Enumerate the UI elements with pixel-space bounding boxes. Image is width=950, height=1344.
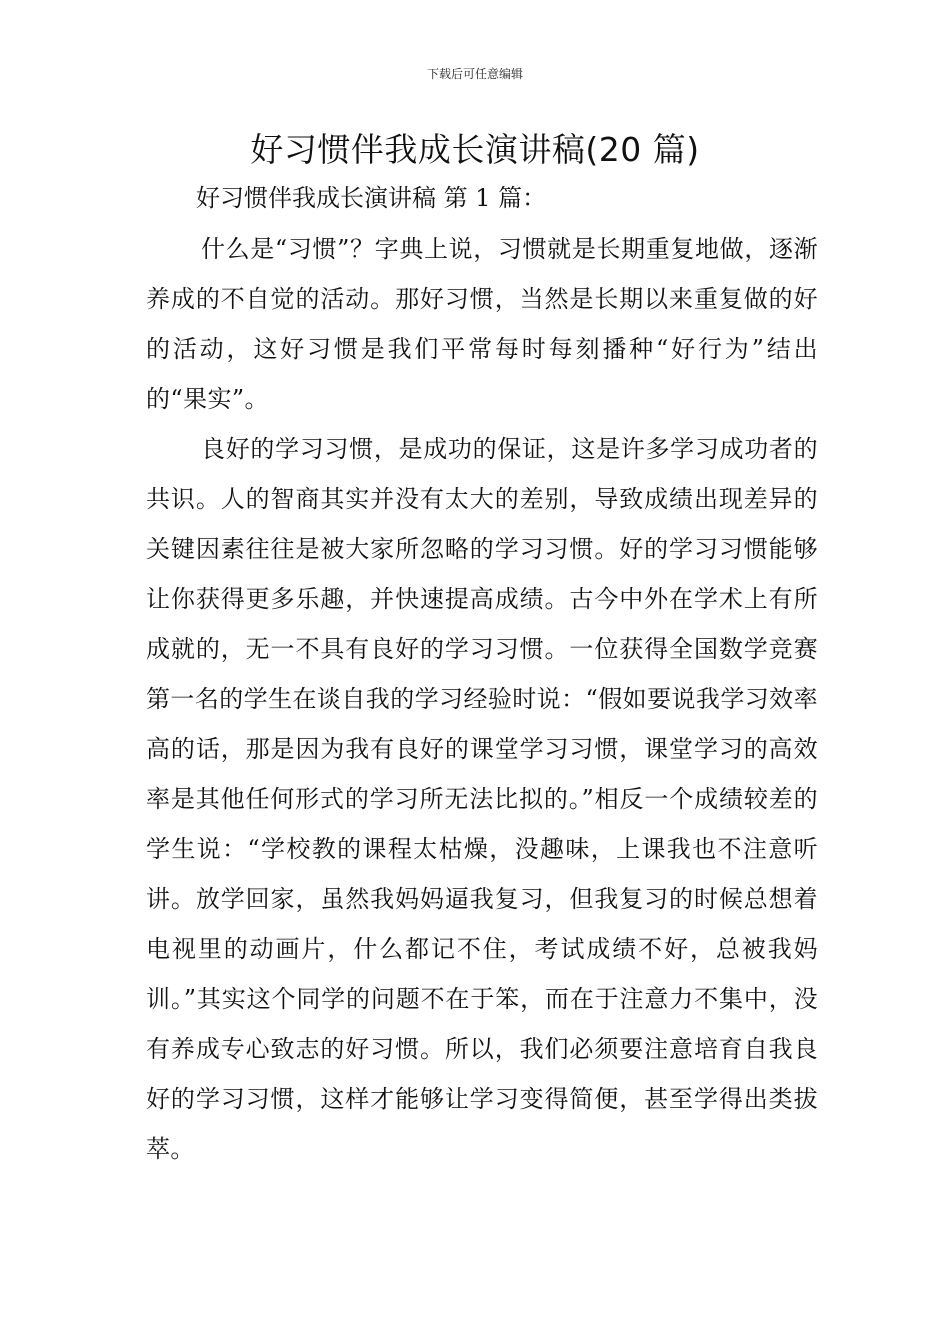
document-subtitle: 好习惯伴我成长演讲稿 第 1 篇： <box>196 184 547 212</box>
paragraph: 良好的学习习惯，是成功的保证，这是许多学习成功者的共识。人的智商其实并没有太大的差别，导致成绩出现差异的关键因素往往是被大家所忽略的学习习惯。好的学习习惯能够让你获得更多乐趣，并快速提高成绩。古今中外在学术上有所成就的，无一不具有良好的学习习惯。一位获得全国数学竞赛第一名的学生在谈自我的学习经验时说：“假如要说我学习效率高的话，那是因为我有良好的课堂学习习惯，课堂学习的高效率是其他任何形式的学习所无法比拟的。”相反一个成绩较差的学生说：“学校教的课程太枯燥，没趣味，上课我也不注意听讲。放学回家，虽然我妈妈逼我复习，但我复习的时候总想着电视里的动画片，什么都记不住，考试成绩不好，总被我妈训。”其实这个同学的问题不在于笨，而在于注意力不集中，没有养成专心致志的好习惯。所以，我们必须要注意培育自我良好的学习习惯，这样才能够让学习变得简便，甚至学得出类拔萃。 <box>146 435 818 1163</box>
document-title: 好习惯伴我成长演讲稿(20 篇) <box>250 130 700 169</box>
document-body <box>146 224 818 1174</box>
header-note: 下载后可任意编辑 <box>426 67 523 81</box>
paragraph: 什么是“习惯”？字典上说，习惯就是长期重复地做，逐渐养成的不自觉的活动。那好习惯，当然是长期以来重复做的好的活动，这好习惯是我们平常每时每刻播种“好行为”结出的“果实”。 <box>146 235 818 413</box>
